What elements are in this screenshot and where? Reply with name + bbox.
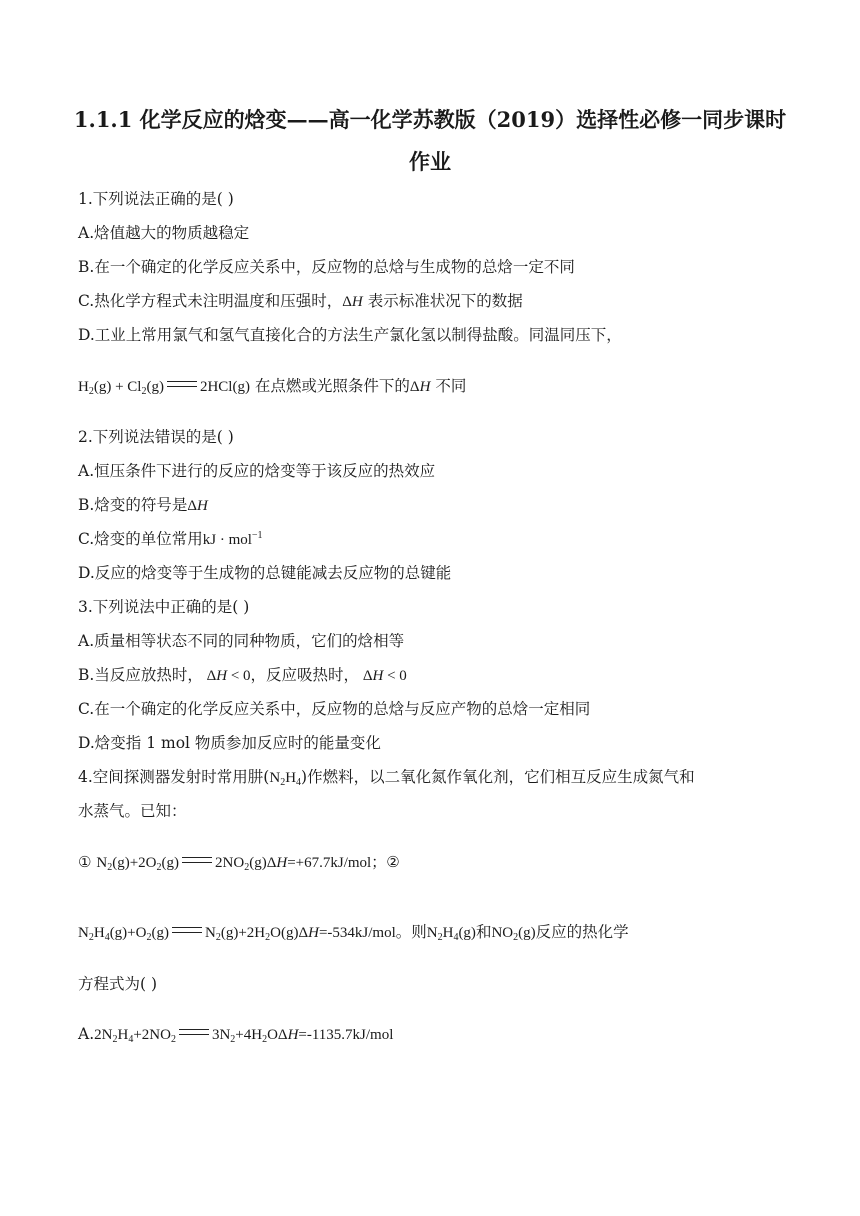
q4-stem-text-1: 4.空间探测器发射时常用肼( (78, 768, 270, 786)
equation-n2-o2: $N_2(g)+2O_2(g)$ $2NO_2(g)\Delta H=+67.7kJ$/mol； (96, 855, 387, 873)
q2-option-c-text: C.焓变的单位常用 (78, 530, 203, 548)
q3-option-c: C.在一个确定的化学反应关系中，反应物的总焓与反应产物的总焓一定相同 (78, 700, 591, 718)
q1-option-c-text-2: 表示标准状况下的数据 (367, 292, 523, 310)
equation-option-a: $2N_2H_4+2NO_2$ $3N_2+4H_2O\Delta H=-1135.7kJ$/mol (94, 1027, 394, 1045)
q2-option-d: D.反应的焓变等于生成物的总键能减去反应物的总键能 (78, 564, 452, 582)
delta-h-less-than-zero: ΔH < 0 (359, 668, 407, 684)
q2-option-b (78, 495, 208, 516)
option-a-value: =-1135.7kJ/mol (298, 1027, 394, 1043)
q4-option-a-label: A. (78, 1025, 95, 1043)
q2-stem: 2.下列说法错误的是( ) (78, 428, 234, 446)
delta-h-symbol: ΔH (342, 294, 363, 310)
q1-option-d-end: 不同 (435, 377, 467, 395)
q1-option-c-text-1: C.热化学方程式未注明温度和压强时， (78, 292, 343, 310)
q2-option-b-text: B.焓变的符号是 (78, 496, 188, 514)
q1-option-c (78, 291, 523, 312)
q1-option-b: B.在一个确定的化学反应关系中，反应物的总焓与生成物的总焓一定不同 (78, 258, 575, 276)
q3-option-a: A.质量相等状态不同的同种物质，它们的焓相等 (78, 632, 405, 650)
q2-option-a: A.恒压条件下进行的反应的焓变等于该反应的热效应 (78, 462, 436, 480)
q1-option-d-text: 在点燃或光照条件下的 (254, 377, 410, 395)
equation-n2h4-o2: $N_2H_4(g)+O_2(g)$ $N_2(g)+2H_2O(g)\Delta H=-534kJ$/mol (78, 925, 396, 943)
q4-text-then: 。则 (395, 923, 427, 941)
q1-option-d-line-1: D.工业上常用氯气和氢气直接化合的方法生产氯化氢以制得盐酸。同温同压下， (78, 326, 622, 344)
q4-option-a (78, 1024, 393, 1045)
q2-option-c (78, 529, 263, 550)
q3-stem: 3.下列说法中正确的是( ) (78, 598, 250, 616)
q4-equation-2 (78, 922, 629, 943)
formula-n2h4-g: $N_2H_4(g)$ (426, 925, 476, 943)
circle-number-two: ② (386, 853, 400, 871)
eq1-value: =+67.7kJ/mol； (287, 855, 387, 871)
q3-option-b-text-2: ，反应吸热时， (250, 666, 360, 684)
q4-stem-line-3: 方程式为( ) (78, 975, 158, 993)
q4-text-reaction: 反应的热化学 (535, 923, 629, 941)
q3-option-b-text-1: B.当反应放热时， (78, 666, 203, 684)
q4-stem-line-1 (78, 767, 695, 788)
formula-no2-g: $NO_2(g)$ (491, 925, 536, 943)
q4-equation-1 (78, 852, 400, 873)
q1-option-d-line-2 (78, 376, 466, 397)
document-title-line-2: 作业 (409, 149, 451, 174)
delta-h-less-than-zero: ΔH < 0 (202, 668, 251, 684)
q1-option-a: A.焓值越大的物质越稳定 (78, 224, 250, 242)
eq2-value: =-534kJ/mol (318, 925, 396, 941)
q3-option-b (78, 665, 407, 686)
q3-option-d: D.焓变指 1 mol 物质参加反应时的能量变化 (78, 734, 381, 752)
q1-stem: 1.下列说法正确的是( ) (78, 190, 234, 208)
q4-stem-text-2: )作燃料，以二氧化氮作氧化剂，它们相互反应生成氮气和 (301, 768, 695, 786)
delta-h-symbol: ΔH (187, 498, 208, 514)
equation-h2-cl2: $H_2(g) + Cl_2(g)$ 2HCl(g) (78, 379, 250, 397)
q4-stem-line-2: 水蒸气。已知： (78, 802, 187, 820)
delta-h-symbol: ΔH (409, 379, 431, 395)
unit-kj-per-mol: kJ · mol$^{-1}$ (202, 530, 263, 548)
circle-number-one: ① (78, 853, 92, 871)
formula-n2h4: $N_2H_4$ (269, 770, 302, 788)
q4-text-and: 和 (475, 923, 492, 941)
document-title-line-1: 1.1.1 化学反应的焓变——高一化学苏教版（2019）选择性必修一同步课时 (73, 107, 787, 132)
